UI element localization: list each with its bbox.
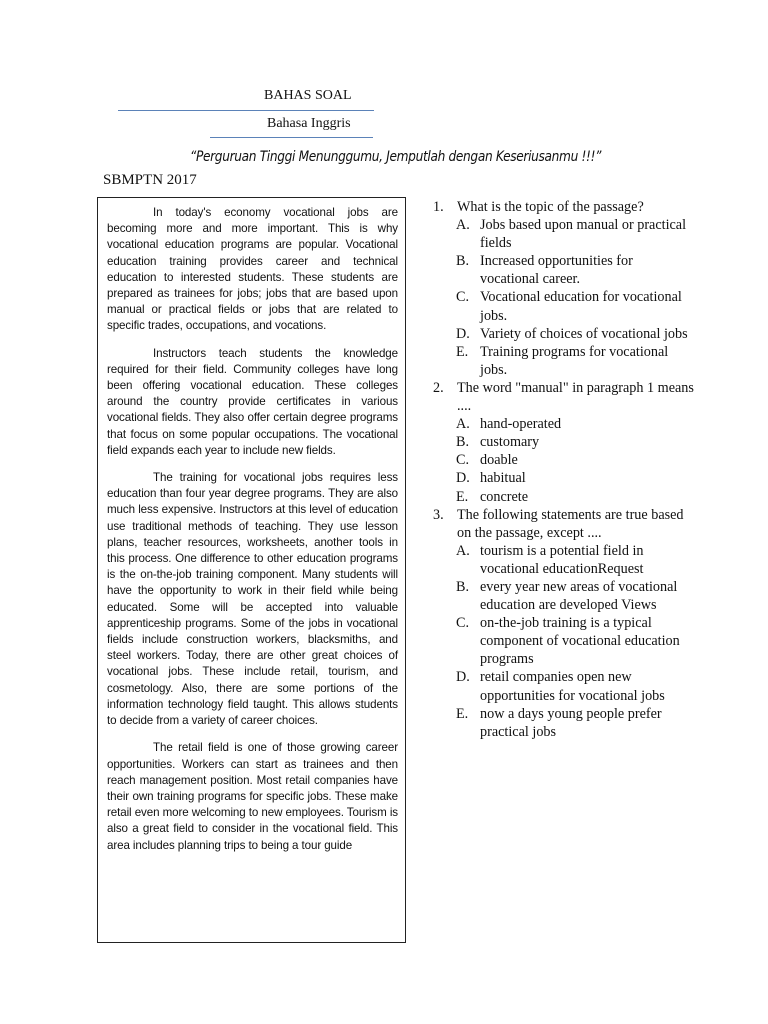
option-letter: A. [456,542,470,559]
answer-option [456,433,695,451]
option-text: Increased opportunities for vocational career. [480,253,633,288]
answer-option [456,488,695,506]
page-title: BAHAS SOAL [264,88,352,103]
option-text: on-the-job training is a typical component of vocational education programs [480,615,680,668]
passage-paragraph-2: Instructors teach students the knowledge required for their field. Community colleges have long been offering vocational education. These colleges around the country provide certificates in various vocational fields. They also offer certain degree programs that focus on some popular occupations. The vocational field expands each year to include new fields. [107,346,398,457]
option-text: every year new areas of vocational education are developed Views [480,578,678,614]
option-text: doable [480,452,518,469]
question-text: The following statements are true based on the passage, except .... [457,506,684,541]
option-text: habitual [480,470,526,487]
exam-label: SBMPTN 2017 [103,172,197,188]
option-letter: D. [456,325,470,342]
answer-option [456,578,695,614]
answer-option [456,668,695,704]
passage-paragraph-1: In today's economy vocational jobs are becoming more and more important. This is why vocational education programs are popular. Vocational education training provides career and technical education to interested students. These students are prepared as trainees for jobs; jobs that are based upon manual or practical fields or jobs that are related to specific trades, occupations, and vocations. [107,206,398,333]
motivational-quote: “Perguruan Tinggi Menunggumu, Jemputlah dengan Keseriusanmu !!!” [190,149,602,165]
option-text: Jobs based upon manual or practical fields [480,217,687,252]
option-letter: B. [456,253,470,270]
option-text: Variety of choices of vocational jobs [480,325,688,342]
option-text: tourism is a potential field in vocational educationRequest [480,542,644,577]
option-letter: B. [456,434,470,451]
answer-option [456,343,695,379]
question-text: What is the topic of the passage? [457,199,644,215]
option-letter: E. [456,343,469,360]
question-number: 3. [433,506,444,523]
option-text: retail companies open new opportunities for vocational jobs [480,669,665,704]
answer-option [456,288,695,324]
answer-option [456,542,695,578]
option-letter: E. [456,488,469,505]
subject-label: Bahasa Inggris [267,116,351,131]
option-letter: D. [456,669,470,686]
answer-option [456,614,695,668]
question-2 [433,379,695,415]
answer-option [456,451,695,469]
option-text: Training programs for vocational jobs. [480,343,669,378]
question-number: 2. [433,379,444,396]
subject-underline [210,137,373,138]
option-letter: B. [456,578,470,595]
option-letter: E. [456,705,469,722]
option-letter: C. [456,452,470,469]
answer-option [456,469,695,487]
option-letter: A. [456,217,470,234]
answer-option [456,216,695,252]
passage-paragraph-3: The training for vocational jobs requires less education than four year degree programs. They are also much less expensive. Instructors at this level of education use traditional methods of teaching. They use lesson plans, teacher resources, worksheets, another tools in this process. One difference to other education programs is the on-the-job training component. Many students will have the opportunity to work in their field while being educated. Some will be accepted into valuable apprenticeship programs. Some of the jobs in vocational fields include construction workers, blacksmiths, and steel workers. Today, there are other great choices of vocational jobs. These include retail, tourism, and cosmetology. Also, there are some portions of the information technology field taught. This allows students to decide from a variety of career choices. [107,471,398,728]
answer-option [456,705,695,741]
option-letter: D. [456,470,470,487]
question-3 [433,506,695,542]
option-letter: A. [456,416,470,433]
option-letter: C. [456,615,470,632]
answer-option [456,415,695,433]
option-text: hand-operated [480,416,562,433]
reading-passage [97,197,406,943]
answer-option [456,252,695,288]
title-underline [118,110,374,111]
option-letter: C. [456,289,470,306]
answer-option [456,325,695,343]
question-number: 1. [433,199,444,215]
question-1 [433,198,695,216]
option-text: now a days young people prefer practical jobs [480,705,662,740]
option-text: Vocational education for vocational jobs. [480,289,682,324]
question-text: The word "manual" in paragraph 1 means .... [457,379,694,415]
option-text: concrete [480,488,529,505]
passage-paragraph-4: The retail field is one of those growing career opportunities. Workers can start as trainees and then reach management position. Most retail companies have their own training programs for specific jobs. These make retail even more welcoming to new employees. Tourism is also a great field to consider in the vocational field. This area includes planning trips to being a tour guide [107,741,398,852]
option-text: customary [480,434,540,451]
question-list [433,198,695,741]
